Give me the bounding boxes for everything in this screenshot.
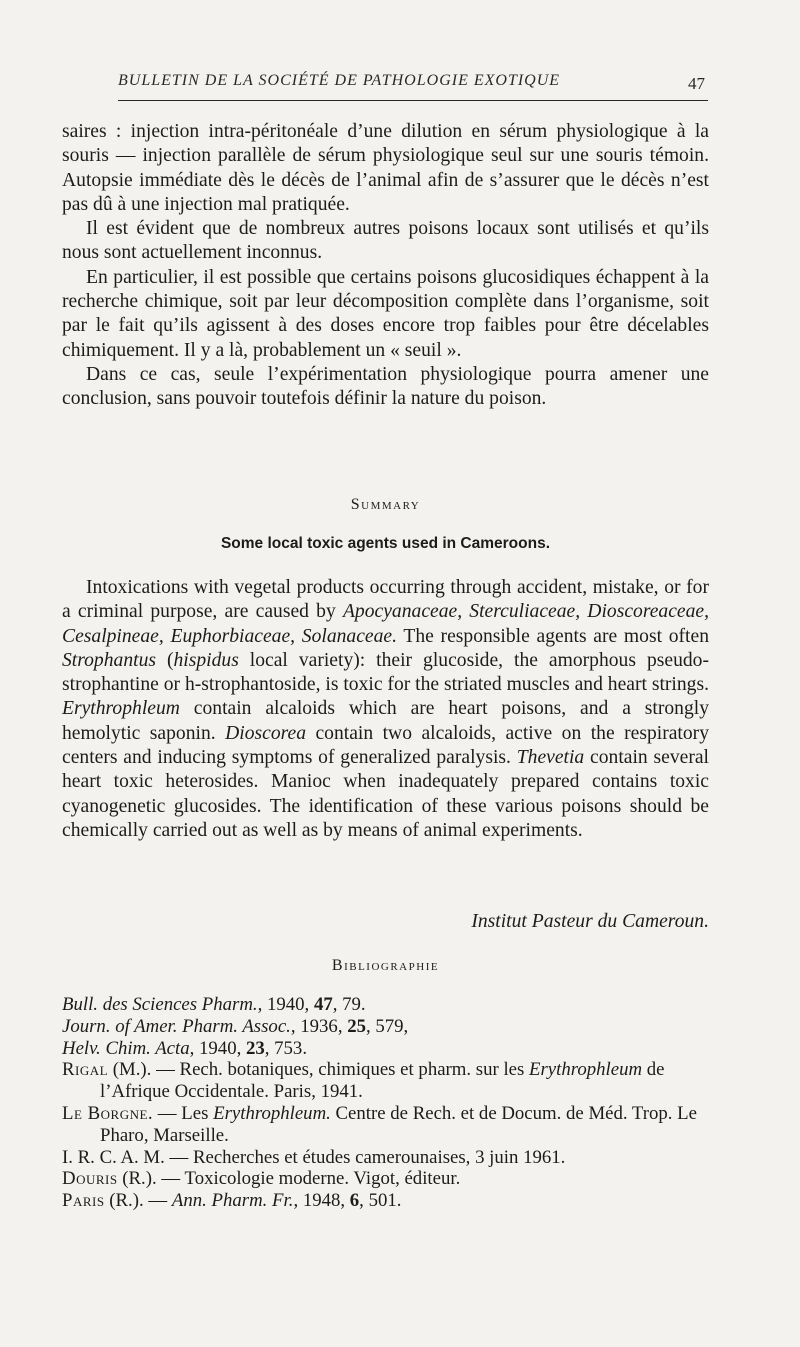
summary-segment-italic: Dioscorea	[225, 722, 307, 744]
summary-segment: contain alcaloids which are heart poisons, and a strongly hemolytic saponin.	[62, 698, 709, 744]
volume: 23	[245, 1037, 265, 1059]
year: , 1940,	[257, 994, 314, 1015]
entry-text: (R.). —	[104, 1190, 172, 1212]
bibliography-entry	[62, 1038, 709, 1060]
summary-segment-italic: Strophantus	[62, 649, 156, 671]
summary-segment: contain two alcaloids, active on the respiratory centers and inducing symptoms of generalized paralysis.	[62, 722, 709, 769]
paragraph-3: En particulier, il est possible que certains poisons glucosidiques échappent à la recherche chimique, soit par leur décomposition complète dans l’organisme, soit par le fait qu’ils agissent à des doses encore trop faibles pour être décelables chimiquement. Il y a là, probablement un « seuil ».	[62, 266, 709, 361]
bibliography-list	[62, 994, 709, 1212]
bibliography-entry	[62, 1168, 709, 1190]
bibliography-entry	[62, 1103, 709, 1147]
journal-name: Journ. of Amer. Pharm. Assoc.	[62, 1015, 291, 1037]
bibliography-entry	[62, 1059, 709, 1103]
entry-text: Centre de Rech. et de Docum. de Méd. Trop. Le Pharo, Marseille.	[100, 1102, 697, 1146]
volume: 6	[349, 1190, 360, 1212]
bibliography-heading: Bibliographie	[331, 957, 440, 974]
pages: , 579,	[365, 1015, 409, 1037]
summary-segment-italic: Apocyanaceae, Sterculiaceae, Dioscoreaceae, Cesalpineae, Euphorbiaceae, Solanaceae.	[62, 601, 709, 647]
volume: 25	[347, 1015, 366, 1037]
entry-text: (R.). — Toxicologie moderne. Vigot, éditeur.	[117, 1168, 461, 1190]
page-number: 47	[688, 74, 705, 93]
entry-text: de l’Afrique Occidentale. Paris, 1941.	[100, 1059, 665, 1103]
entry-text: (M.). — Rech. botaniques, chimiques et pharm. sur les	[108, 1059, 530, 1081]
author: Rigal	[62, 1059, 109, 1081]
paragraph-2: Il est évident que de nombreux autres poisons locaux sont utilisés et qu’ils nous sont actuellement inconnus.	[62, 218, 709, 264]
bibliography-entry: I. R. C. A. M. — Recherches et études camerounaises, 3 juin 1961.	[62, 1146, 566, 1168]
paragraph-4: Dans ce cas, seule l’expérimentation physiologique pourra amener une conclusion, sans pouvoir toutefois définir la nature du poison.	[62, 363, 709, 410]
volume: 47	[313, 994, 333, 1015]
summary-subtitle: Some local toxic agents used in Cameroons.	[220, 535, 551, 552]
title-italic: Erythrophleum.	[213, 1102, 331, 1124]
pages: , 501.	[359, 1190, 402, 1212]
summary-segment-italic: Erythrophleum	[62, 698, 180, 720]
header-rule	[118, 100, 708, 101]
journal-name: Bull. des Sciences Pharm.	[62, 994, 258, 1015]
institution-signature: Institut Pasteur du Cameroun.	[471, 911, 709, 932]
summary-segment-italic: Thevetia	[516, 747, 585, 769]
running-title: BULLETIN DE LA SOCIÉTÉ DE PATHOLOGIE EXOTIQUE	[118, 72, 561, 89]
summary-paragraph	[62, 576, 709, 843]
year: , 1936,	[290, 1015, 348, 1037]
journal-name: Ann. Pharm. Fr.	[171, 1190, 294, 1212]
bibliography-entry	[62, 1190, 709, 1212]
journal-name: Helv. Chim. Acta	[62, 1037, 190, 1059]
bibliography-entry	[62, 1016, 709, 1038]
summary-segment-italic: hispidus	[173, 649, 239, 671]
summary-segment: Intoxications with vegetal products occurring through accident, mistake, or for a criminal purpose, are caused by	[62, 577, 709, 623]
author: Paris	[62, 1190, 105, 1212]
author: Douris	[62, 1168, 118, 1190]
summary-segment: contain several heart toxic heterosides. Manioc when inadequately prepared contains toxic cyanogenetic glucosides. The identification of these various poisons should be chemically carried out as well as by means of animal experiments.	[62, 747, 709, 841]
body-text	[62, 120, 709, 412]
title-italic: Erythrophleum	[529, 1059, 643, 1081]
pages: , 79.	[332, 994, 366, 1015]
summary-segment: (	[156, 649, 174, 671]
summary-segment: local variety): their glucoside, the amorphous pseudo-strophantine or h-strophantoside, is toxic for the striated muscles and heart strings.	[62, 649, 709, 696]
bibliography-entry	[62, 994, 709, 1016]
summary-heading: Summary	[350, 496, 421, 513]
paragraph-1: saires : injection intra-péritonéale d’une dilution en sérum physiologique à la souris — injection parallèle de sérum physiologique seul sur une souris témoin. Autopsie immédiate dès le décès de l’animal afin de s’assurer que le décès n’est pas dû à une injection mal pratiquée.	[62, 121, 709, 215]
pages: , 753.	[264, 1037, 308, 1059]
author: Le Borgne.	[62, 1102, 154, 1124]
summary-segment: The responsible agents are most often	[397, 625, 709, 647]
year: , 1948,	[293, 1190, 350, 1212]
year: , 1940,	[189, 1037, 246, 1059]
entry-text: — Les	[153, 1102, 214, 1124]
